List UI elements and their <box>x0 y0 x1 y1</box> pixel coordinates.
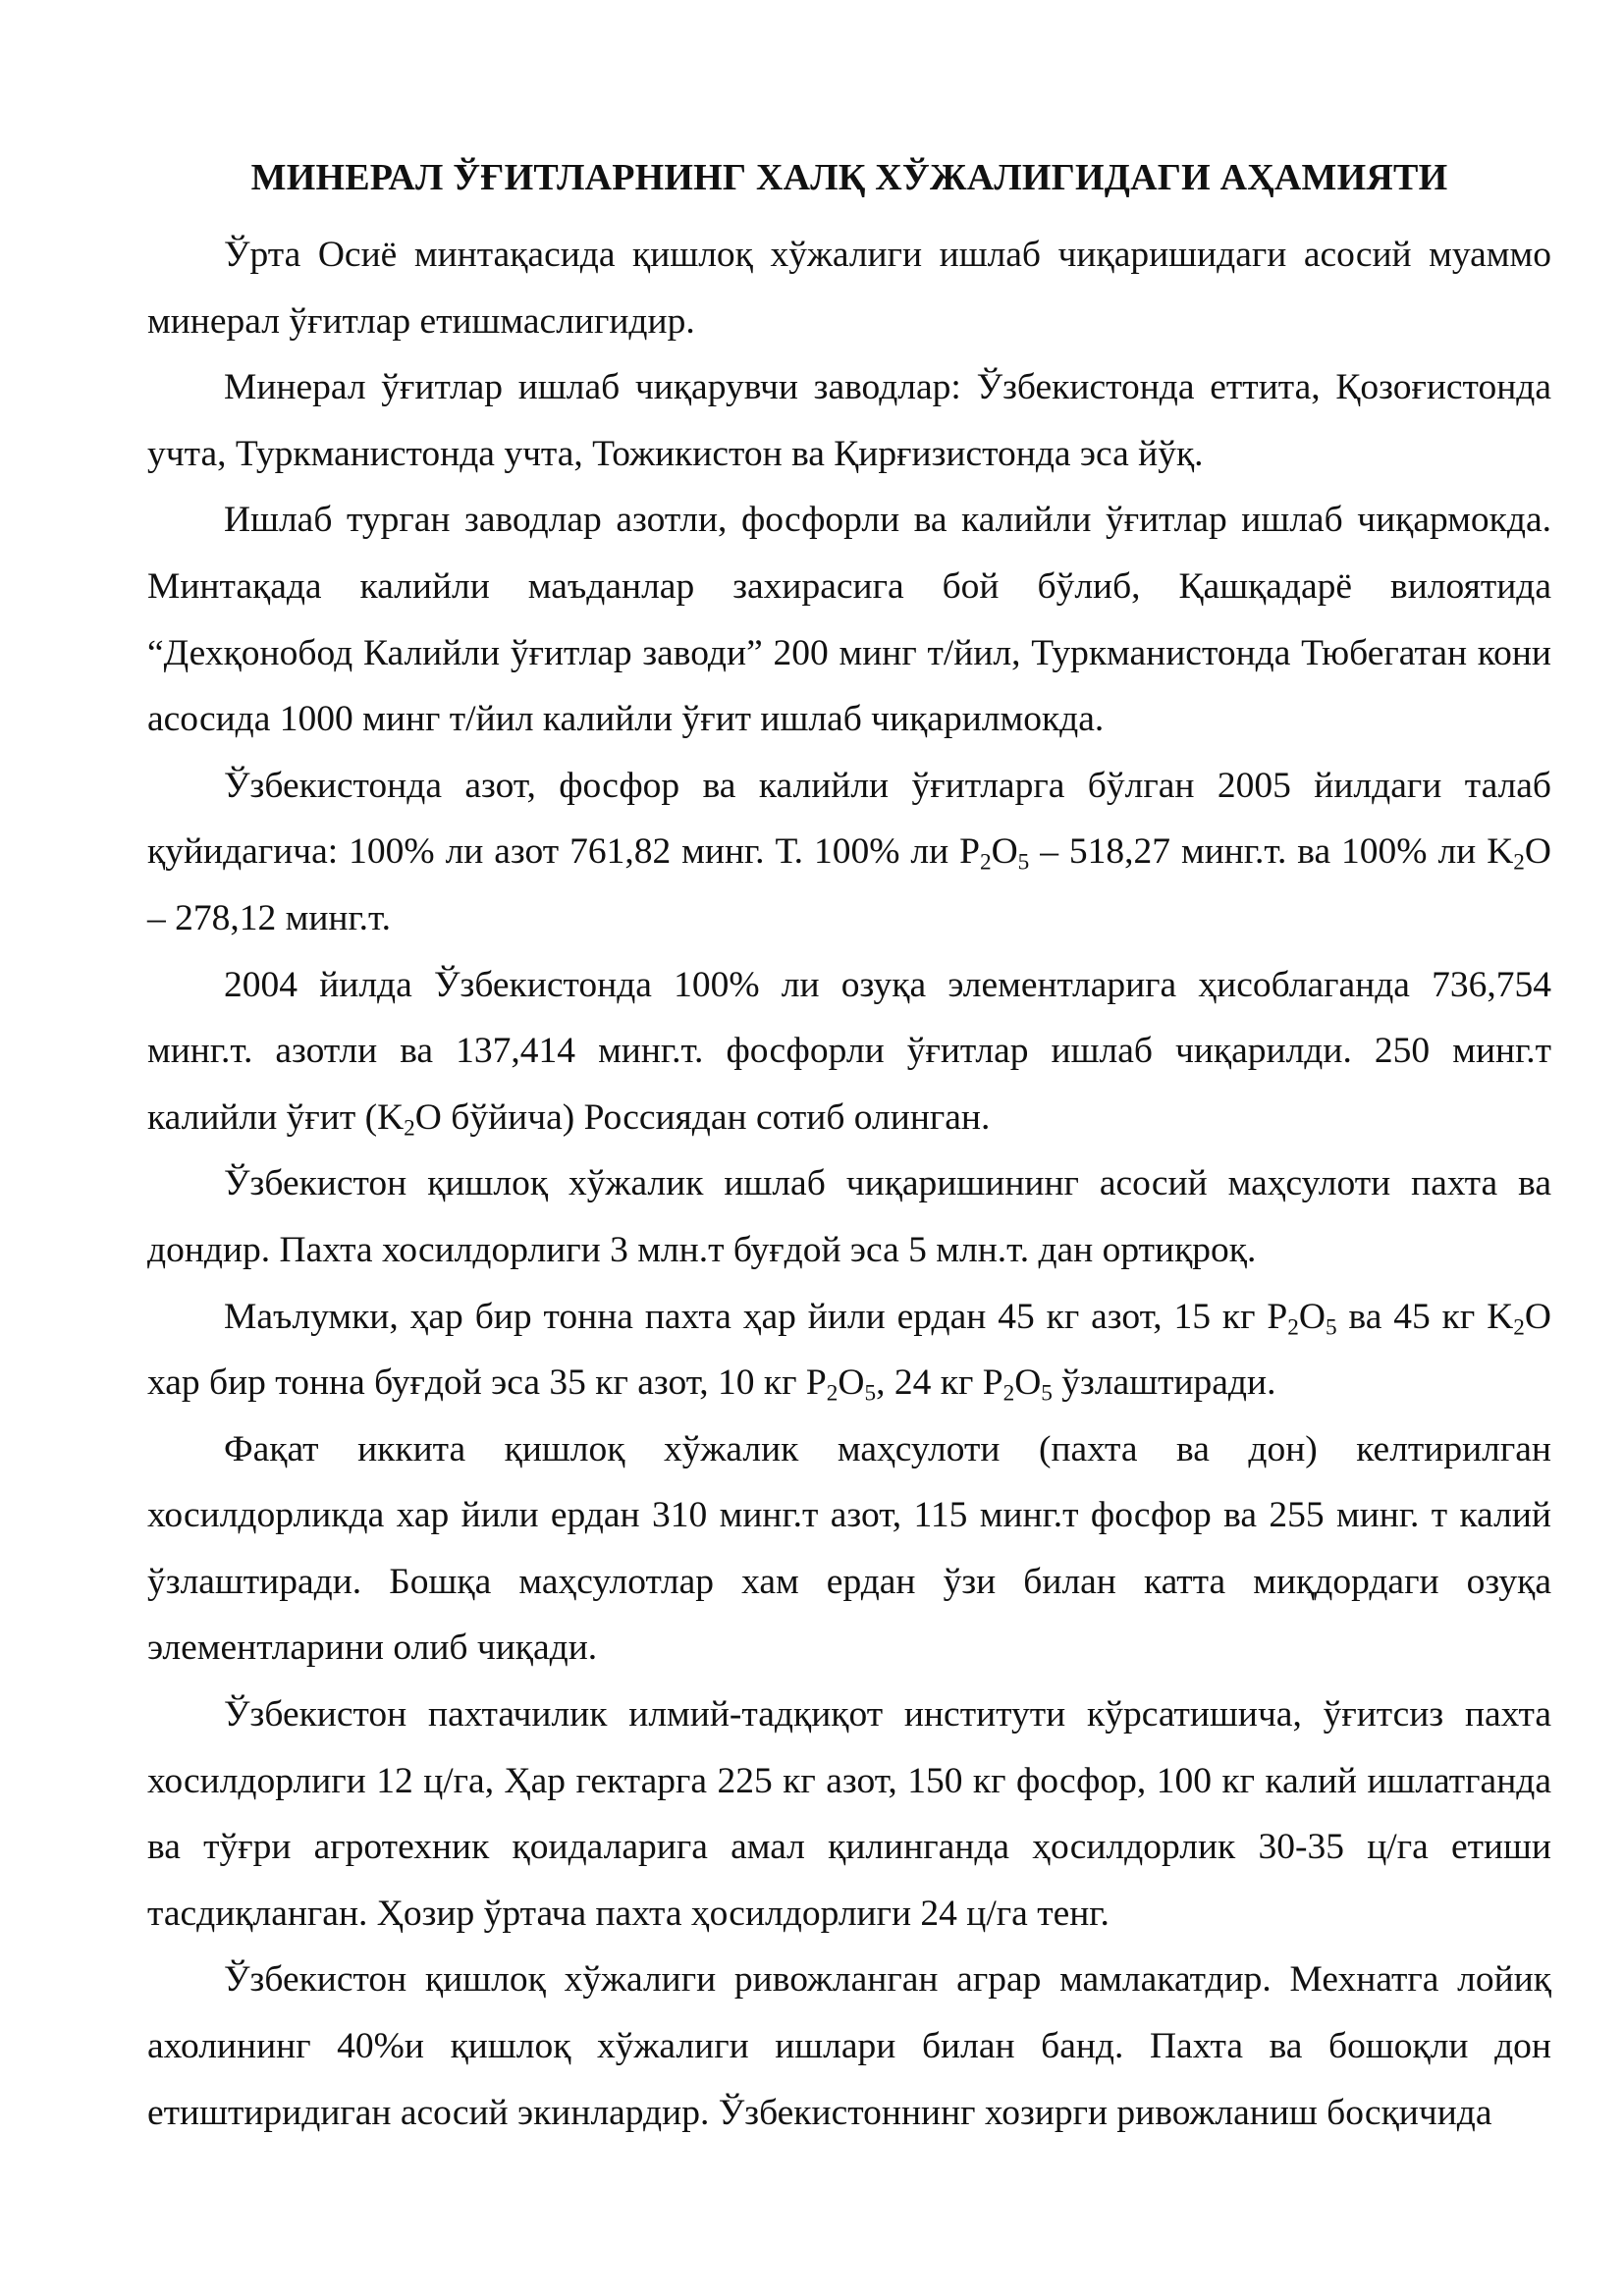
paragraph-5: 2004 йилда Ўзбекистонда 100% ли озуқа элементларига ҳисоблаганда 736,754 минг.т. азотли ва 137,414 минг.т. фосфорли ўғитлар ишлаб чиқарилди. 250 минг.т калийли ўғит ($K_2O$ бўйича) Россиядан сотиб олинган. <box>147 964 1551 1142</box>
paragraph-4: Ўзбекистонда азот, фосфор ва калийли ўғитларга бўлган 2005 йилдаги талаб қуйидагича: 100% ли азот 761,82 минг. Т. 100% ли $P_2O_5 - 518,27$ минг.т. ва 100% ли $K_2O - 278,12$ минг.т. <box>147 765 1551 938</box>
paragraph-6: Ўзбекистон қишлоқ хўжалик ишлаб чиқаришининг асосий маҳсулоти пахта ва дондир. Пахта хосилдорлиги 3 млн.т буғдой эса 5 млн.т. дан ортиқроқ. <box>147 1163 1551 1270</box>
paragraph-7: Маълумки, ҳар бир тонна пахта ҳар йили ердан 45 кг азот, 15 кг $P_2O_5$ ва 45 кг $K_2O$ хар бир тонна буғдой эса 35 кг азот, 10 кг $P_2O_5$, 24 кг $P_2O_5$ ўзлаштиради. <box>147 1296 1551 1407</box>
paragraph-9: Ўзбекистон пахтачилик илмий-тадқиқот институти кўрсатишича, ўғитсиз пахта хосилдорлиги 12 ц/га, Ҳар гектарга 225 кг азот, 150 кг фосфор, 100 кг калий ишлатганда ва тўғри агротехник қоидаларига амал қилинганда ҳосилдорлик 30-35 ц/га етиши тасдиқланган. Ҳозир ўртача пахта ҳосилдорлиги 24 ц/га тенг. <box>147 1694 1551 1934</box>
document-page <box>147 145 1551 2146</box>
paragraph-2: Минерал ўғитлар ишлаб чиқарувчи заводлар: Ўзбекистонда еттита, Қозоғистонда учта, Туркманистонда учта, Тожикистон ва Қирғизистонда эса йўқ. <box>147 367 1551 474</box>
paragraph-1: Ўрта Осиё минтақасида қишлоқ хўжалиги ишлаб чиқаришидаги асосий муаммо минерал ўғитлар етишмаслигидир. <box>147 235 1551 342</box>
paragraph-3: Ишлаб турган заводлар азотли, фосфорли ва калийли ўғитлар ишлаб чиқармокда. Минтақада калийли маъданлар захирасига бой бўлиб, Қашқадарё вилоятида “Дехқонобод Калийли ўғитлар заводи” 200 минг т/йил, Туркманистонда Тюбегатан кони асосида 1000 минг т/йил калийли ўғит ишлаб чиқарилмокда. <box>147 500 1551 740</box>
paragraph-8: Фақат иккита қишлоқ хўжалик маҳсулоти (пахта ва дон) келтирилган хосилдорликда хар йили ердан 310 минг.т азот, 115 минг.т фосфор ва 255 минг. т калий ўзлаштиради. Бошқа маҳсулотлар хам ердан ўзи билан катта миқдордаги озуқа элементларини олиб чиқади. <box>147 1428 1551 1669</box>
paragraph-10: Ўзбекистон қишлоқ хўжалиги ривожланган аграр мамлакатдир. Мехнатга лойиқ ахолининг 40%и қишлоқ хўжалиги ишлари билан банд. Пахта ва бошоқли дон етиштиридиган асосий экинлардир. Ўзбекистоннинг хозирги ривожланиш босқичида <box>147 1959 1551 2133</box>
document-title: МИНЕРАЛ ЎҒИТЛАРНИНГ ХАЛҚ ХЎЖАЛИГИДАГИ АҲАМИЯТИ <box>250 157 1448 198</box>
